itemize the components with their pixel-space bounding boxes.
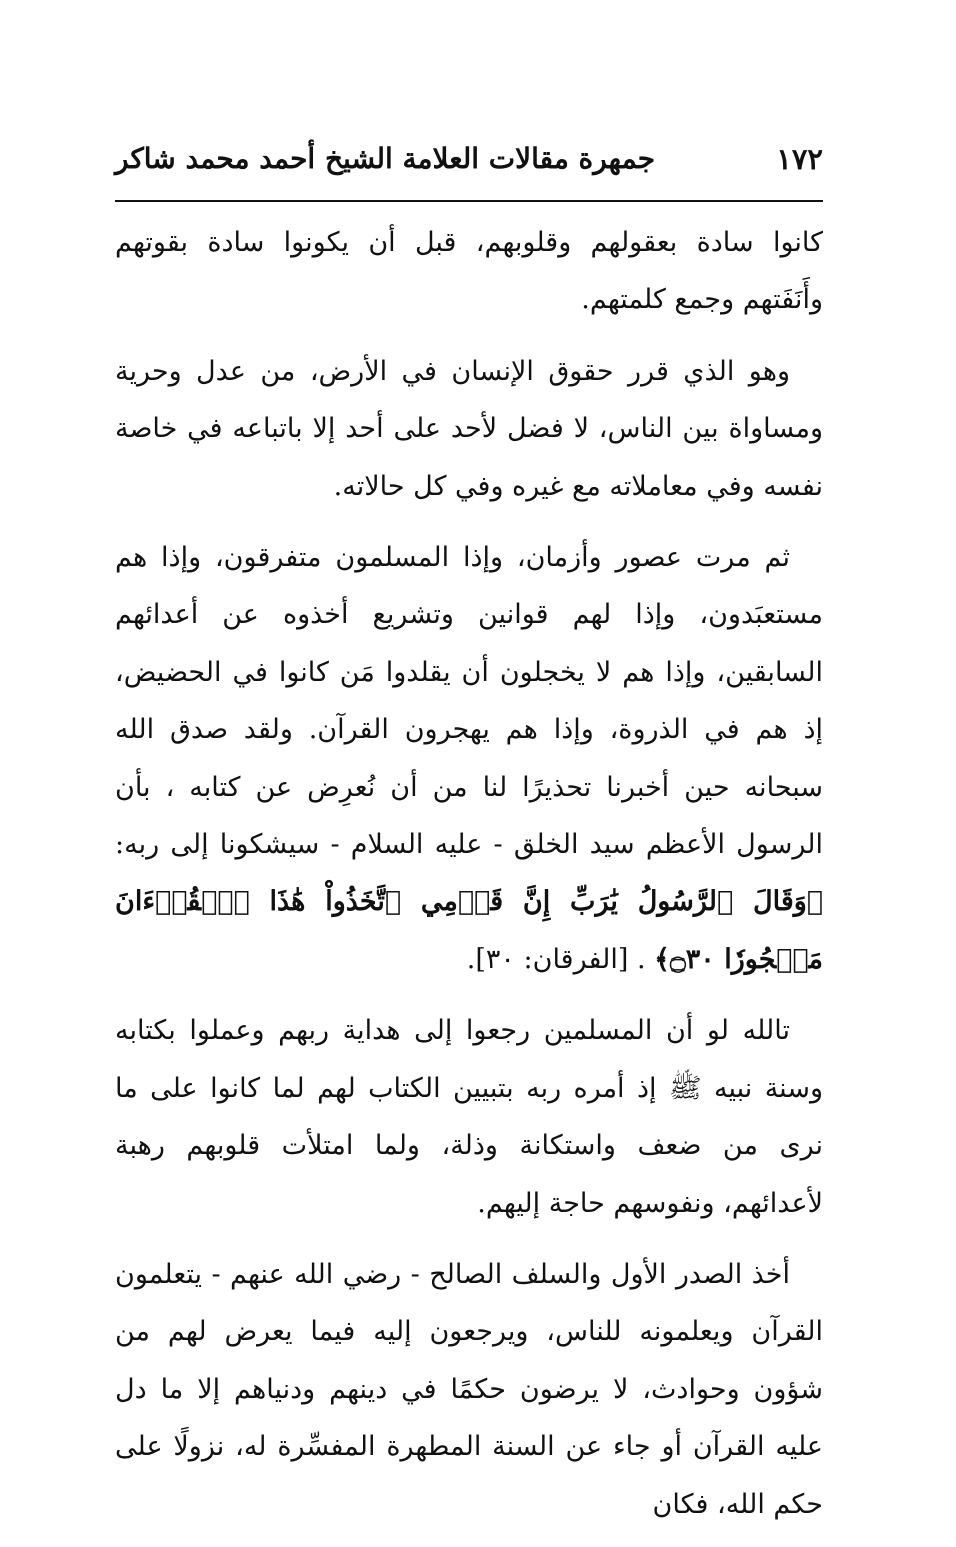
paragraph-3 (115, 529, 823, 988)
page-header (115, 140, 823, 192)
paragraph-3-text: ثم مرت عصور وأزمان، وإذا المسلمون متفرقون، وإذا هم مستعبَدون، وإذا لهم قوانين وتشريع أخذوه عن أعدائهم السابقين، وإذا هم لا يخجلون أن يقلدوا مَن كانوا في الحضيض، إذ هم في الذروة، وإذا هم يهجرون القرآن. ولقد صدق الله سبحانه حين أخبرنا تحذيرًا لنا من أن نُعرِض عن كتابه ، بأن الرسول الأعظم سيد الخلق - عليه السلام - سيشكونا إلى ربه: (115, 542, 823, 861)
paragraph-2: وهو الذي قرر حقوق الإنسان في الأرض، من عدل وحرية ومساواة بين الناس، لا فضل لأحد على أحد إلا باتباعه في خاصة نفسه وفي معاملاته مع غيره وفي كل حالاته. (115, 355, 823, 502)
paragraph-1: كانوا سادة بعقولهم وقلوبهم، قبل أن يكونوا سادة بقوتهم وأَنَفَتهم وجمع كلمتهم. (115, 227, 823, 316)
paragraph-4: تالله لو أن المسلمين رجعوا إلى هداية ربهم وعملوا بكتابه وسنة نبيه ﷺ إذ أمره ربه بتبيين الكتاب لهم لما كانوا على ما نرى من ضعف واستكانة وذلة، ولما امتلأت قلوبهم رهبة لأعدائهم، ونفوسهم حاجة إليهم. (115, 1015, 823, 1219)
header-divider (115, 200, 823, 202)
running-title: جمهرة مقالات العلامة الشيخ أحمد محمد شاكر (115, 142, 656, 175)
page-number: ١٧٢ (776, 142, 823, 176)
quran-verse: ﴿وَقَالَ ٱلرَّسُولُ يَٰرَبِّ إِنَّ قَوۡمِي ٱتَّخَذُواْ هَٰذَا ٱلۡقُرۡءَانَ مَهۡجُورٗا ۝٣٠﴾ (115, 886, 823, 975)
paragraph-5: أخذ الصدر الأول والسلف الصالح - رضي الله عنهم - يتعلمون القرآن ويعلمونه للناس، ويرجعون إليه فيما يعرض لهم من شؤون وحوادث، لا يرضون حكمًا في دينهم ودنياهم إلا ما دل عليه القرآن أو جاء عن السنة المطهرة المفسِّرة له، نزولًا على حكم الله، فكان (115, 1258, 823, 1520)
verse-citation: . [الفرقان: ٣٠]. (466, 943, 655, 975)
body-text (115, 214, 823, 1547)
